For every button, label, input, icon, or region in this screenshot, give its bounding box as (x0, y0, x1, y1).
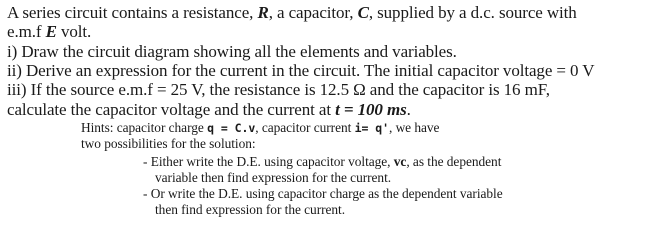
charge-equation: q = C.v (207, 121, 256, 135)
hints-line-1 (81, 120, 439, 136)
question-part-2: ii) Derive an expression for the current in the circuit. The initial capacitor voltage = 0 V (7, 61, 595, 80)
hint-bullet-2-line-1: - Or write the D.E. using capacitor charge as the dependent variable (143, 186, 503, 201)
question-line-2 (7, 22, 91, 42)
question-part-3-line-1: iii) If the source e.m.f = 25 V, the resistance is 12.5 Ω and the capacitor is 16 mF, (7, 80, 550, 99)
text-segment: - Either write the D.E. using capacitor voltage, (143, 154, 394, 169)
hint-bullet-1-line-2: variable then find expression for the current. (155, 170, 392, 185)
text-segment: volt. (56, 22, 92, 41)
emf-symbol: E (45, 22, 57, 41)
text-segment: . (406, 100, 411, 119)
hints-line-2: two possibilities for the solution: (81, 136, 256, 151)
hint-bullet-2-line-2: then find expression for the current. (155, 202, 346, 217)
question-line-1 (7, 3, 577, 23)
time-value: t = 100 ms (335, 100, 407, 119)
text-segment: A series circuit contains a resistance, (7, 3, 258, 22)
text-segment: Hints: capacitor charge (81, 120, 208, 135)
text-segment: , as the dependent (406, 154, 502, 169)
current-equation: i= q' (354, 121, 389, 135)
question-part-3-line-2 (7, 100, 411, 120)
hint-bullet-1-line-1 (143, 154, 501, 170)
capacitor-voltage-symbol: vc (393, 154, 407, 169)
capacitor-symbol: C (357, 3, 369, 22)
text-segment: calculate the capacitor voltage and the current at (7, 100, 336, 119)
text-segment: , supplied by a d.c. source with (368, 3, 577, 22)
question-part-1: i) Draw the circuit diagram showing all the elements and variables. (7, 42, 457, 61)
resistance-symbol: R (257, 3, 269, 22)
text-segment: e.m.f (7, 22, 46, 41)
text-segment: , capacitor current (255, 120, 355, 135)
text-segment: , a capacitor, (268, 3, 358, 22)
text-segment: , we have (388, 120, 440, 135)
